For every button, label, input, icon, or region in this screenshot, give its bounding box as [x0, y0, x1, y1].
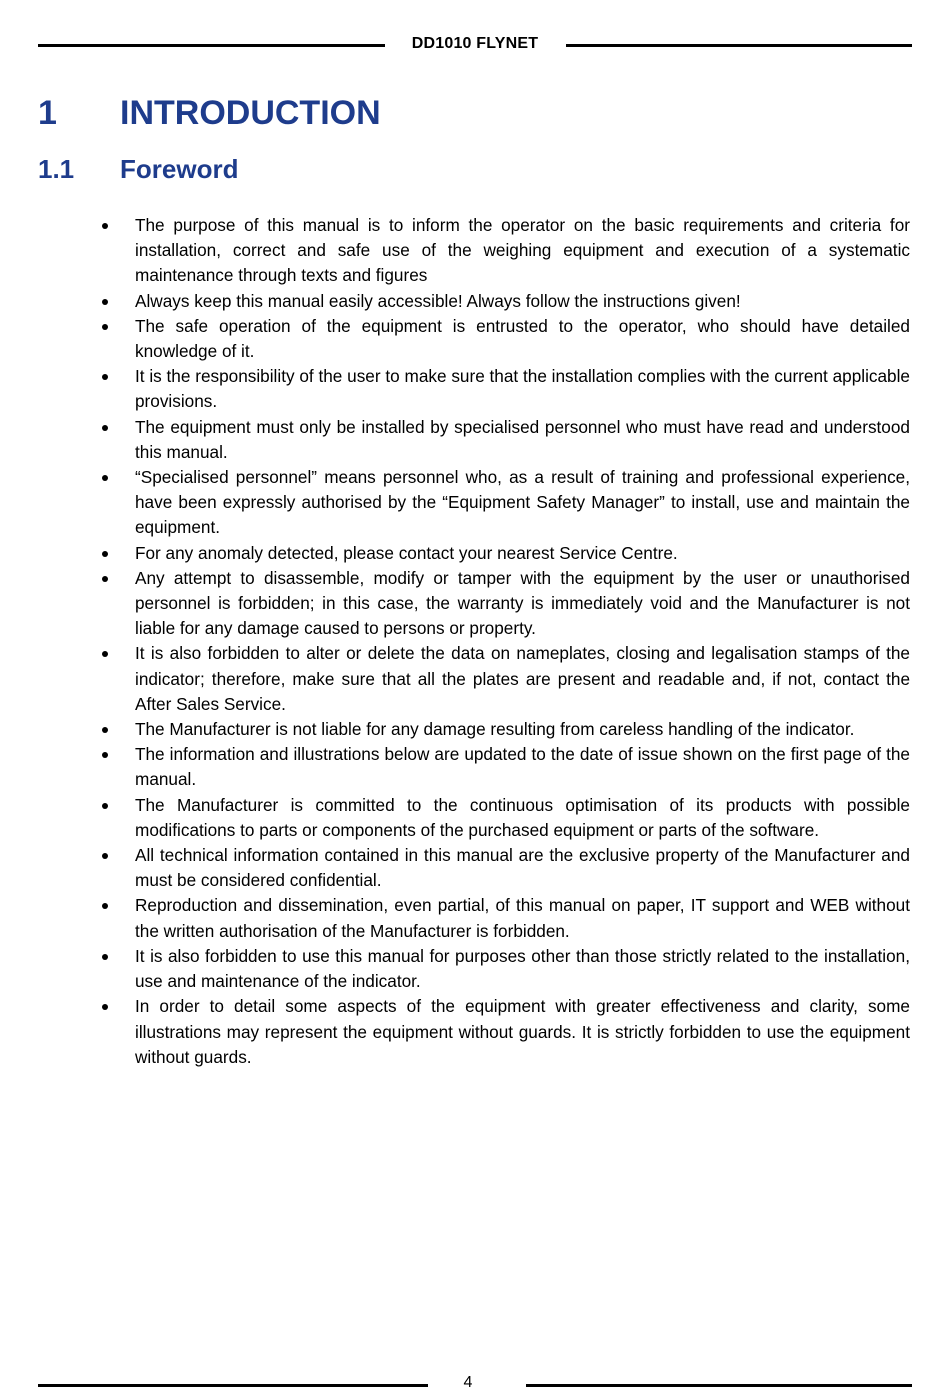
footer-rule-right	[526, 1384, 912, 1387]
list-item-text: It is the responsibility of the user to make sure that the installation complies with the current applicable provisions.	[135, 366, 910, 412]
list-item	[135, 793, 910, 843]
bullet-icon	[102, 425, 108, 431]
bullet-icon	[102, 954, 108, 960]
list-item-text: The purpose of this manual is to inform the operator on the basic requirements and criteria for installation, correct and safe use of the weighing equipment and execution of a systematic maintenance through texts and figures	[135, 215, 910, 286]
bullet-icon	[102, 299, 108, 305]
list-item-text: Any attempt to disassemble, modify or tamper with the equipment by the user or unauthorised personnel is forbidden; in this case, the warranty is immediately void and the Manufacturer is not liable for any damage caused to persons or property.	[135, 567, 910, 639]
list-item	[135, 717, 910, 742]
bullet-icon	[102, 223, 108, 229]
list-item	[135, 213, 910, 289]
list-item	[135, 566, 910, 642]
list-item	[135, 364, 910, 414]
list-item-text: The equipment must only be installed by specialised personnel who must have read and understood this manual.	[135, 416, 910, 462]
list-item	[135, 541, 910, 566]
list-item	[135, 742, 910, 792]
list-item-text: The safe operation of the equipment is entrusted to the operator, who should have detailed knowledge of it.	[135, 315, 910, 362]
bullet-icon	[102, 803, 108, 809]
bullet-icon	[102, 853, 108, 859]
list-item	[135, 415, 910, 465]
bullet-icon	[102, 727, 108, 733]
list-item-text: It is also forbidden to alter or delete the data on nameplates, closing and legalisation stamps of the indicator; therefore, make sure that all the plates are present and readable and, if not, contact the After Sales Service.	[135, 643, 910, 714]
foreword-bullet-list	[135, 213, 910, 1070]
bullet-icon	[102, 475, 108, 481]
bullet-icon	[102, 374, 108, 380]
list-item-text: Always keep this manual easily accessible! Always follow the instructions given!	[135, 290, 741, 311]
list-item-text: For any anomaly detected, please contact your nearest Service Centre.	[135, 542, 678, 563]
list-item	[135, 314, 910, 364]
bullet-icon	[102, 752, 108, 758]
list-item-text: The Manufacturer is committed to the continuous optimisation of its products with possible modifications to parts or components of the purchased equipment or parts of the software.	[135, 794, 910, 840]
document-title: DD1010 FLYNET	[411, 35, 539, 52]
bullet-icon	[102, 324, 108, 330]
list-item-text: The Manufacturer is not liable for any damage resulting from careless handling of the indicator.	[135, 719, 855, 740]
list-item-text: All technical information contained in this manual are the exclusive property of the Manufacturer and must be considered confidential.	[135, 845, 910, 891]
list-item	[135, 289, 910, 314]
list-item-text: The information and illustrations below are updated to the date of issue shown on the first page of the manual.	[135, 744, 910, 790]
list-item-text: Reproduction and dissemination, even partial, of this manual on paper, IT support and WEB without the written authorisation of the Manufacturer is forbidden.	[135, 895, 910, 941]
list-item-text: In order to detail some aspects of the equipment with greater effectiveness and clarity, some illustrations may represent the equipment without guards. It is strictly forbidden to use the equipment without guards.	[135, 996, 910, 1067]
bullet-icon	[102, 903, 108, 909]
list-item	[135, 843, 910, 893]
bullet-icon	[102, 551, 108, 557]
list-item	[135, 994, 910, 1070]
chapter-number: 1	[38, 94, 57, 132]
chapter-title: INTRODUCTION	[120, 94, 381, 132]
bullet-icon	[102, 651, 108, 657]
section-title: Foreword	[120, 154, 239, 184]
list-item-text: “Specialised personnel” means personnel who, as a result of training and professional experience, have been expressly authorised by the “Equipment Safety Manager” to install, use and maintain the equipment.	[135, 467, 910, 538]
list-item	[135, 893, 910, 943]
list-item	[135, 944, 910, 994]
header-rule-right	[566, 44, 912, 47]
list-item	[135, 641, 910, 717]
list-item	[135, 465, 910, 541]
page-number: 4	[463, 1374, 473, 1391]
list-item-text: It is also forbidden to use this manual for purposes other than those strictly related to the installation, use and maintenance of the indicator.	[135, 945, 910, 992]
bullet-icon	[102, 1004, 108, 1010]
bullet-icon	[102, 576, 108, 582]
section-number: 1.1	[38, 154, 75, 184]
